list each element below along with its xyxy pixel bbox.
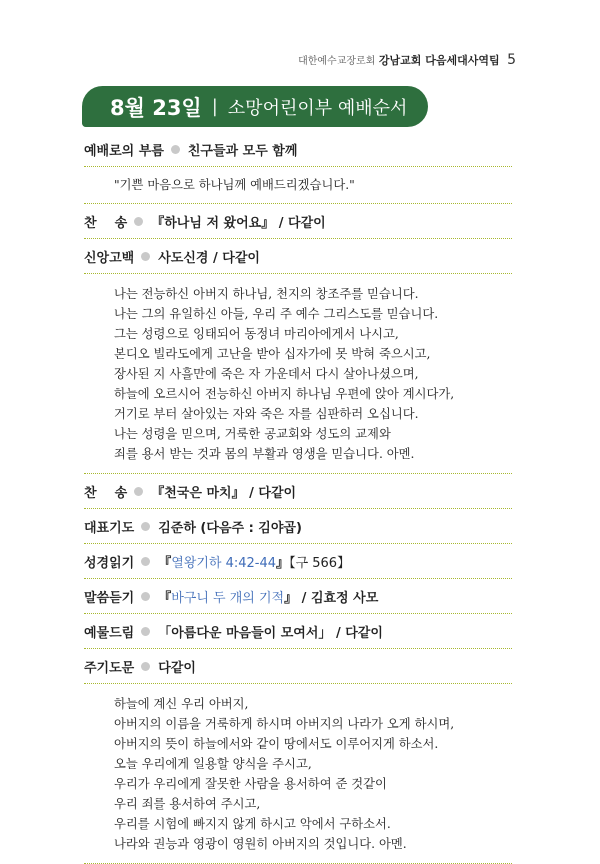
row-label: 말씀듣기 (84, 590, 135, 606)
row-value: 사도신경 / 다같이 (158, 250, 260, 266)
row-hymn-2 (84, 474, 512, 509)
banner-date: 8월 23일 (110, 95, 202, 120)
creed-line: 하늘에 오르시어 전능하신 아버지 하나님 우편에 앉아 계시다가, (114, 387, 455, 401)
row-lords-prayer (84, 649, 512, 684)
close-bracket: 』 (231, 485, 245, 501)
prayer-line: 우리가 우리에게 잘못한 사람을 용서하여 준 것같이 (114, 777, 387, 791)
open-bracket: 『 (151, 215, 165, 231)
row-call-to-worship (84, 132, 512, 167)
close-bracket: 』 (284, 590, 298, 606)
hymn-title: 천국은 마치 (164, 485, 232, 501)
row-sermon (84, 579, 512, 614)
row-label: 예배로의 부름 (84, 143, 164, 159)
prayer-line: 우리 죄를 용서하여 주시고, (114, 797, 261, 811)
row-label: 신앙고백 (84, 250, 135, 266)
creed-line: 거기로 부터 살아있는 자와 죽은 자를 심판하러 오십니다. (114, 407, 419, 421)
bullet-icon (141, 592, 150, 601)
row-value: 김준하 (다음주 : 김야곱) (158, 520, 302, 536)
scripture-reference: 열왕기하 4:42-44 (171, 555, 277, 571)
bullet-icon (141, 627, 150, 636)
row-value (151, 212, 325, 231)
row-label: 예물드림 (84, 625, 135, 641)
row-label: 찬 송 (84, 485, 128, 501)
close-bracket: 』 (276, 555, 290, 571)
row-hymn-1 (84, 204, 512, 239)
row-label: 찬 송 (84, 215, 128, 231)
bullet-icon (141, 522, 150, 531)
row-label: 성경읽기 (84, 555, 135, 571)
sermon-title: 바구니 두 개의 기적 (171, 590, 285, 606)
creed-line: 죄를 용서 받는 것과 몸의 부활과 영생을 믿습니다. 아멘. (114, 447, 415, 461)
open-bracket: 『 (158, 555, 172, 571)
creed-text (84, 274, 512, 474)
row-scripture (84, 544, 512, 579)
quote-text: "기쁜 마음으로 하나님께 예배드리겠습니다." (114, 178, 355, 192)
bullet-icon (134, 487, 143, 496)
bullet-icon (171, 145, 180, 154)
row-label: 주기도문 (84, 660, 135, 676)
hymnal-page: 【구 566】 (289, 555, 351, 571)
prayer-line: 아버지의 이름을 거룩하게 하시며 아버지의 나라가 오게 하시며, (114, 717, 455, 731)
creed-line: 나는 전능하신 아버지 하나님, 천지의 창조주를 믿습니다. (114, 287, 419, 301)
row-offering (84, 614, 512, 649)
open-bracket: 『 (151, 485, 165, 501)
row-tail: / 다같이 (244, 485, 297, 501)
creed-line: 나는 그의 유일하신 아들, 우리 주 예수 그리스도를 믿습니다. (114, 307, 439, 321)
prayer-line: 우리를 시험에 빠지지 않게 하시고 악에서 구하소서. (114, 817, 391, 831)
row-creed (84, 239, 512, 274)
row-value (158, 587, 378, 606)
prayer-line: 하늘에 계신 우리 아버지, (114, 697, 249, 711)
banner-divider: | (211, 96, 218, 117)
row-tail: / 다같이 (274, 215, 326, 231)
row-label: 대표기도 (84, 520, 135, 536)
bullet-icon (134, 217, 143, 226)
creed-line: 나는 성령을 믿으며, 거룩한 공교회와 성도의 교제와 (114, 427, 391, 441)
open-bracket: 『 (158, 590, 172, 606)
row-value: 친구들과 모두 함께 (187, 143, 298, 159)
lords-prayer-text (84, 684, 512, 864)
header-church: 강남교회 다음세대사역팀 (378, 54, 500, 67)
title-banner (82, 86, 428, 127)
worship-order (84, 132, 512, 864)
close-bracket: 』 (261, 215, 275, 231)
row-prayer (84, 509, 512, 544)
banner-title: 소망어린이부 예배순서 (227, 97, 408, 119)
hymn-title: 하나님 저 왔어요 (164, 215, 262, 231)
bullet-icon (141, 662, 150, 671)
page-number: 5 (507, 52, 516, 68)
header-org: 대한예수교장로회 (298, 56, 376, 67)
bullet-icon (141, 557, 150, 566)
row-value: 「아름다운 마음들이 모여서」 / 다같이 (158, 625, 383, 641)
page-header (298, 52, 516, 68)
call-quote (84, 167, 512, 204)
preacher: / 김효정 사모 (297, 590, 379, 606)
bullet-icon (141, 252, 150, 261)
creed-line: 본디오 빌라도에게 고난을 받아 십자가에 못 박혀 죽으시고, (114, 347, 431, 361)
creed-line: 그는 성령으로 잉태되어 동정녀 마리아에게서 나시고, (114, 327, 399, 341)
row-value (158, 552, 350, 571)
prayer-line: 오늘 우리에게 일용할 양식을 주시고, (114, 757, 312, 771)
prayer-line: 나라와 권능과 영광이 영원히 아버지의 것입니다. 아멘. (114, 837, 407, 851)
row-value (151, 482, 296, 501)
row-value: 다같이 (158, 660, 196, 676)
prayer-line: 아버지의 뜻이 하늘에서와 같이 땅에서도 이루어지게 하소서. (114, 737, 439, 751)
creed-line: 장사된 지 사흘만에 죽은 자 가운데서 다시 살아나셨으며, (114, 367, 419, 381)
